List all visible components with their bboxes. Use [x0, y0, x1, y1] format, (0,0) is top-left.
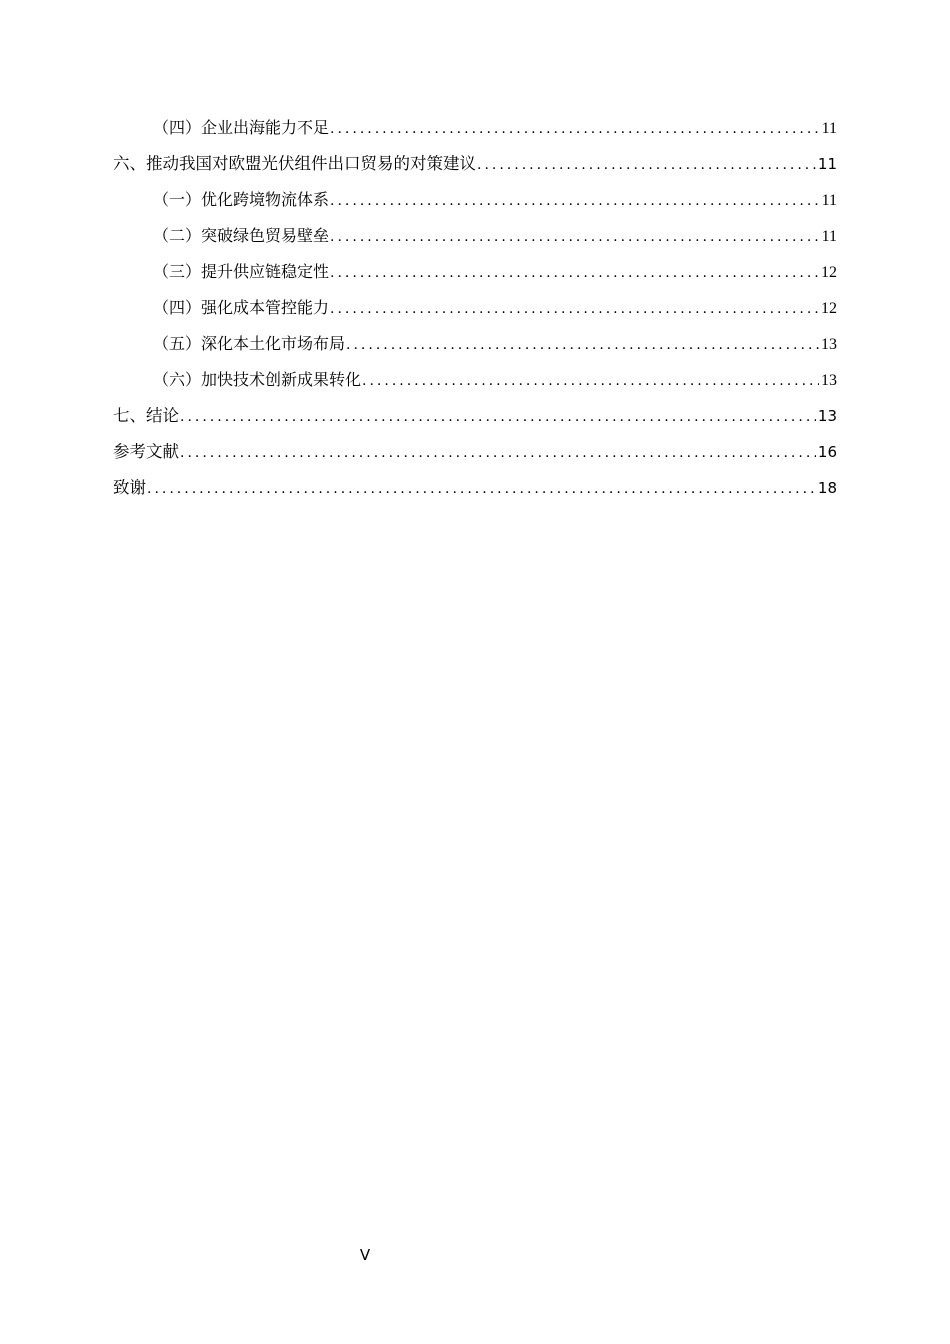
toc-entry[interactable] — [113, 110, 837, 146]
toc-dot-leader — [346, 327, 819, 363]
toc-entry[interactable] — [113, 326, 837, 362]
toc-entry-number: （四） — [153, 118, 202, 137]
toc-dot-leader — [147, 471, 816, 507]
toc-entry-title: 参考文献 — [113, 442, 179, 461]
toc-entry-number: （二） — [153, 226, 202, 245]
toc-entry-page: 18 — [817, 479, 837, 497]
toc-entry-title: 结论 — [146, 406, 179, 425]
toc-entry-title: 致谢 — [113, 478, 146, 497]
toc-entry-title: 加快技术创新成果转化 — [201, 370, 362, 389]
toc-entry-number: 六、 — [113, 154, 146, 173]
toc-entry-title: 强化成本管控能力 — [201, 298, 330, 317]
toc-entry-page: 13 — [821, 336, 837, 353]
toc-entry-title: 深化本土化市场布局 — [201, 334, 346, 353]
toc-dot-leader — [180, 435, 816, 471]
toc-entry-title: 突破绿色贸易壁垒 — [201, 226, 330, 245]
toc-entry-number: 七、 — [113, 406, 146, 425]
toc-entry-title: 提升供应链稳定性 — [201, 262, 330, 281]
toc-entry-page: 16 — [817, 443, 837, 461]
toc-entry-page: 13 — [821, 372, 837, 389]
table-of-contents — [113, 110, 837, 506]
toc-entry-title: 推动我国对欧盟光伏组件出口贸易的对策建议 — [146, 154, 476, 173]
toc-entry-page: 12 — [821, 300, 837, 317]
toc-entry-title: 优化跨境物流体系 — [201, 190, 330, 209]
toc-dot-leader — [330, 183, 820, 219]
toc-entry-page: 11 — [821, 120, 837, 137]
toc-entry-page: 11 — [817, 155, 837, 173]
toc-entry-number: （六） — [153, 370, 202, 389]
toc-entry-number: （三） — [153, 262, 202, 281]
toc-entry-page: 12 — [821, 264, 837, 281]
toc-entry-number: （四） — [153, 298, 202, 317]
toc-entry[interactable] — [113, 398, 837, 434]
page-number: V — [359, 1246, 371, 1264]
toc-dot-leader — [362, 363, 819, 399]
toc-entry-number: （五） — [153, 334, 202, 353]
toc-entry-page: 11 — [821, 192, 837, 209]
toc-dot-leader — [330, 219, 820, 255]
toc-entry[interactable] — [113, 146, 837, 182]
toc-entry-number: （一） — [153, 190, 202, 209]
toc-entry[interactable] — [113, 254, 837, 290]
toc-entry[interactable] — [113, 362, 837, 398]
toc-entry-page: 11 — [821, 228, 837, 245]
toc-dot-leader — [330, 111, 820, 147]
toc-entry[interactable] — [113, 290, 837, 326]
toc-entry-page: 13 — [817, 407, 837, 425]
toc-dot-leader — [477, 147, 816, 183]
toc-entry-title: 企业出海能力不足 — [201, 118, 330, 137]
toc-entry[interactable] — [113, 470, 837, 506]
toc-dot-leader — [180, 399, 816, 435]
toc-entry[interactable] — [113, 434, 837, 470]
toc-entry[interactable] — [113, 182, 837, 218]
toc-dot-leader — [330, 255, 819, 291]
toc-dot-leader — [330, 291, 819, 327]
toc-entry[interactable] — [113, 218, 837, 254]
